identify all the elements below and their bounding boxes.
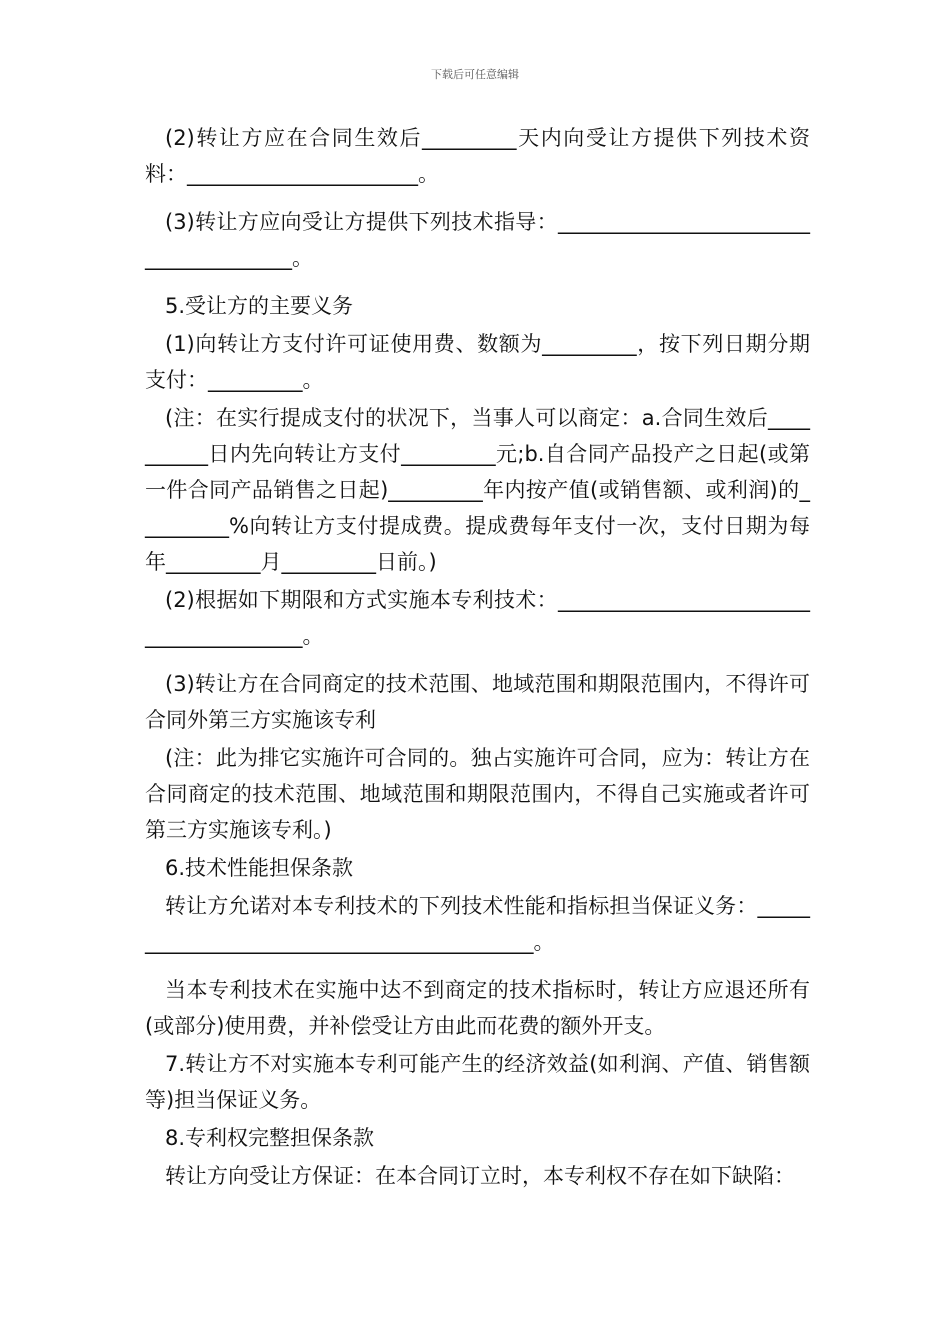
paragraph-third-party-restriction: (3)转让方在合同商定的技术范围、地域范围和期限范围内，不得许可合同外第三方实施该专利 xyxy=(145,672,810,732)
section-heading-licensee-obligations: 5.受让方的主要义务 xyxy=(165,294,354,318)
paragraph-implementation-terms: (2)根据如下期限和方式实施本专利技术：_______________________________________。 xyxy=(145,588,810,648)
paragraph-economic-benefit-disclaimer: 7.转让方不对实施本专利可能产生的经济效益(如利润、产值、销售额等)担当保证义务。 xyxy=(145,1052,810,1112)
section-heading-performance-guarantee: 6.技术性能担保条款 xyxy=(165,856,354,880)
paragraph-technical-guidance: (3)转让方应向受让方提供下列技术指导：______________________________________。 xyxy=(145,210,810,270)
paragraph-exclusive-license-note: (注：此为排它实施许可合同的。独占实施许可合同，应为：转让方在合同商定的技术范围、地域范围和期限范围内，不得自己实施或者许可第三方实施该专利。) xyxy=(145,746,810,842)
page-header: 下载后可任意编辑 xyxy=(431,68,519,81)
document-body xyxy=(145,120,810,1196)
section-heading-patent-integrity: 8.专利权完整担保条款 xyxy=(165,1126,375,1150)
paragraph-performance-warranty: 转让方允诺对本专利技术的下列技术性能和指标担当保证义务：__________________________________________。 xyxy=(145,894,810,954)
paragraph-royalty-note: (注：在实行提成支付的状况下，当事人可以商定：a.合同生效后__________日内先向转让方支付_________元;b.自合同产品投产之日起(或第一件合同产品销售之日起)_________年内按产值(或销售额、或利润)的_________%向转让方支付提成费。提成费每年支付一次，支付日期为每年_________月_________日前。) xyxy=(145,406,810,574)
paragraph-patent-warranty: 转让方向受让方保证：在本合同订立时，本专利权不存在如下缺陷： xyxy=(165,1164,795,1188)
paragraph-refund-clause: 当本专利技术在实施中达不到商定的技术指标时，转让方应退还所有(或部分)使用费，并补偿受让方由此而花费的额外开支。 xyxy=(145,978,810,1038)
paragraph-technical-materials: (2)转让方应在合同生效后_________天内向受让方提供下列技术资料：______________________。 xyxy=(145,126,810,186)
paragraph-license-fee-payment: (1)向转让方支付许可证使用费、数额为_________，按下列日期分期支付：_________。 xyxy=(145,332,810,392)
